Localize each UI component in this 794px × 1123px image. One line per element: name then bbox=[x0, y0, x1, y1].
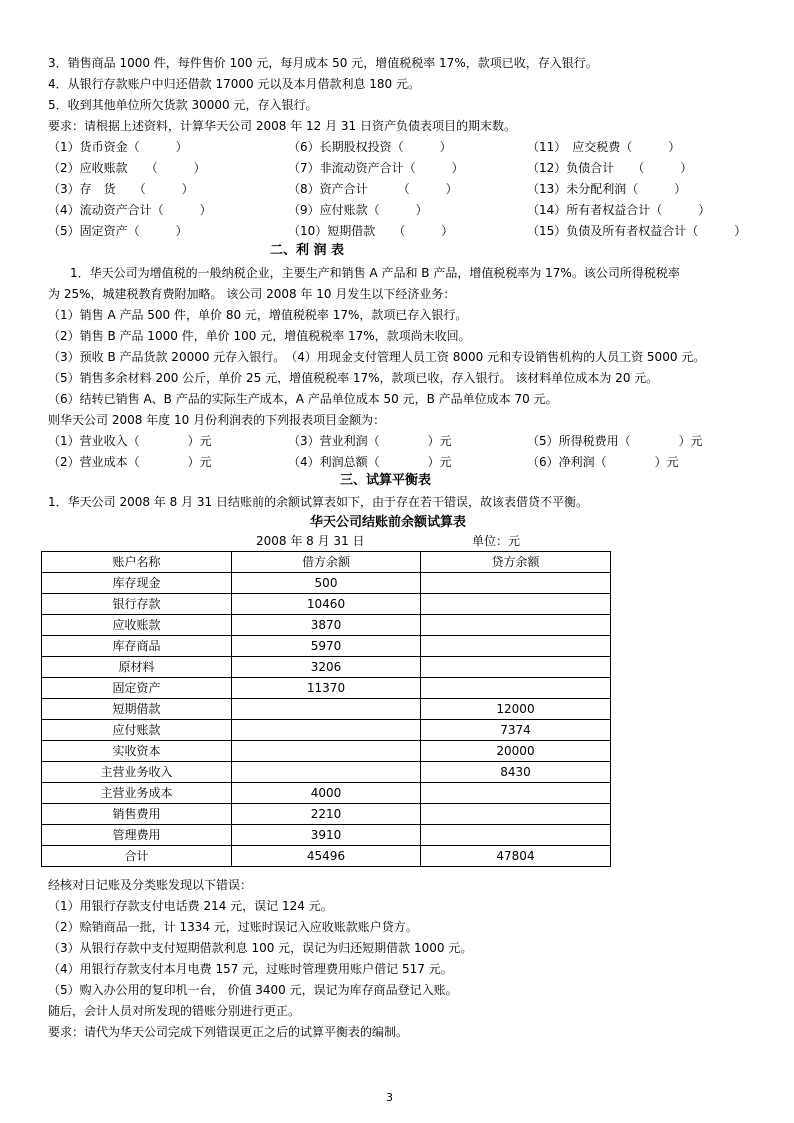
debit-cell bbox=[232, 699, 421, 720]
debit-cell: 3206 bbox=[232, 657, 421, 678]
bs-item-9: （9）应付账款（ ） bbox=[288, 203, 428, 217]
correction-note: 随后，会计人员对所发现的错账分别进行更正。 bbox=[48, 1004, 301, 1018]
credit-cell: 7374 bbox=[421, 720, 611, 741]
credit-cell: 20000 bbox=[421, 741, 611, 762]
debit-cell: 11370 bbox=[232, 678, 421, 699]
account-name-cell: 短期借款 bbox=[42, 699, 232, 720]
credit-cell bbox=[421, 825, 611, 846]
account-name-cell: 主营业务收入 bbox=[42, 762, 232, 783]
debit-cell: 5970 bbox=[232, 636, 421, 657]
credit-cell: 贷方余额 bbox=[421, 552, 611, 573]
table-row bbox=[42, 783, 611, 804]
account-name-cell: 固定资产 bbox=[42, 678, 232, 699]
bs-item-7: （7）非流动资产合计（ ） bbox=[288, 161, 464, 175]
bs-item-8: （8）资产合计 （ ） bbox=[288, 182, 458, 196]
income-intro-1: 1．华天公司为增值税的一般纳税企业，主要生产和销售 A 产品和 B 产品，增值税税率为 17%。该公司所得税税率 bbox=[70, 266, 680, 280]
account-name-cell: 原材料 bbox=[42, 657, 232, 678]
credit-cell bbox=[421, 678, 611, 699]
credit-cell bbox=[421, 636, 611, 657]
table-row bbox=[42, 594, 611, 615]
item-5: 5．收到其他单位所欠货款 30000 元，存入银行。 bbox=[48, 98, 318, 112]
credit-cell bbox=[421, 657, 611, 678]
bs-item-11: （11） 应交税费（ ） bbox=[527, 140, 681, 154]
income-item-3-4: （3）预收 B 产品货款 20000 元存入银行。 （4）用现金支付管理人员工资 8000 元和专设销售机构的人员工资 5000 元。 bbox=[48, 350, 706, 364]
debit-cell: 10460 bbox=[232, 594, 421, 615]
table-row bbox=[42, 657, 611, 678]
final-requirement: 要求：请代为华天公司完成下列错误更正之后的试算平衡表的编制。 bbox=[48, 1025, 409, 1039]
credit-cell: 8430 bbox=[421, 762, 611, 783]
credit-cell bbox=[421, 804, 611, 825]
income-question: 则华天公司 2008 年度 10 月份利润表的下列报表项目金额为： bbox=[48, 413, 386, 427]
section-title-income: 二、利 润 表 bbox=[270, 243, 345, 258]
credit-cell bbox=[421, 783, 611, 804]
debit-cell: 45496 bbox=[232, 846, 421, 867]
trial-balance-table bbox=[41, 551, 611, 867]
is-item-4: （4）利润总额（ ）元 bbox=[288, 455, 452, 469]
bs-item-15: （15）负债及所有者权益合计（ ） bbox=[527, 224, 747, 238]
credit-cell: 12000 bbox=[421, 699, 611, 720]
account-name-cell: 应收账款 bbox=[42, 615, 232, 636]
debit-cell: 3870 bbox=[232, 615, 421, 636]
table-title: 华天公司结账前余额试算表 bbox=[310, 515, 467, 530]
is-item-3: （3）营业利润（ ）元 bbox=[288, 434, 452, 448]
debit-cell: 4000 bbox=[232, 783, 421, 804]
account-name-cell: 应付账款 bbox=[42, 720, 232, 741]
account-name-cell: 账户名称 bbox=[42, 552, 232, 573]
account-name-cell: 实收资本 bbox=[42, 741, 232, 762]
table-row bbox=[42, 741, 611, 762]
bs-item-3: （3）存 货 （ ） bbox=[48, 182, 194, 196]
table-header-row bbox=[42, 552, 611, 573]
item-3: 3．销售商品 1000 件，每件售价 100 元，每月成本 50 元，增值税税率 17%，款项已收，存入银行。 bbox=[48, 56, 598, 70]
error-3: （3）从银行存款中支付短期借款利息 100 元，误记为归还短期借款 1000 元。 bbox=[48, 941, 473, 955]
page-number: 3 bbox=[386, 1091, 393, 1104]
income-item-1: （1）销售 A 产品 500 件，单价 80 元，增值税税率 17%，款项已存入银行。 bbox=[48, 308, 468, 322]
error-4: （4）用银行存款支付本月电费 157 元，过账时管理费用账户借记 517 元。 bbox=[48, 962, 453, 976]
debit-cell bbox=[232, 741, 421, 762]
table-date: 2008 年 8 月 31 日 bbox=[256, 534, 365, 548]
bs-item-12: （12）负债合计 （ ） bbox=[527, 161, 693, 175]
income-item-5: （5）销售多余材料 200 公斤，单价 25 元，增值税税率 17%，款项已收，存入银行。 该材料单位成本为 20 元。 bbox=[48, 371, 659, 385]
error-5: （5）购入办公用的复印机一台， 价值 3400 元，误记为库存商品登记入账。 bbox=[48, 983, 458, 997]
table-row bbox=[42, 804, 611, 825]
credit-cell bbox=[421, 594, 611, 615]
account-name-cell: 库存现金 bbox=[42, 573, 232, 594]
table-row bbox=[42, 615, 611, 636]
account-name-cell: 合计 bbox=[42, 846, 232, 867]
is-item-1: （1）营业收入（ ）元 bbox=[48, 434, 212, 448]
debit-cell bbox=[232, 720, 421, 741]
is-item-6: （6）净利润（ ）元 bbox=[527, 455, 679, 469]
trial-intro: 1．华天公司 2008 年 8 月 31 日结账前的余额试算表如下，由于存在若干错误，故该表借贷不平衡。 bbox=[48, 495, 588, 509]
bs-item-14: （14）所有者权益合计（ ） bbox=[527, 203, 711, 217]
income-item-6: （6）结转已销售 A、B 产品的实际生产成本，A 产品单位成本 50 元，B 产品单位成本 70 元。 bbox=[48, 392, 558, 406]
bs-item-13: （13）未分配利润（ ） bbox=[527, 182, 687, 196]
debit-cell: 借方余额 bbox=[232, 552, 421, 573]
table-row bbox=[42, 699, 611, 720]
debit-cell bbox=[232, 762, 421, 783]
debit-cell: 3910 bbox=[232, 825, 421, 846]
account-name-cell: 管理费用 bbox=[42, 825, 232, 846]
table-row bbox=[42, 636, 611, 657]
bs-item-2: （2）应收账款 （ ） bbox=[48, 161, 206, 175]
account-name-cell: 主营业务成本 bbox=[42, 783, 232, 804]
debit-cell: 2210 bbox=[232, 804, 421, 825]
account-name-cell: 销售费用 bbox=[42, 804, 232, 825]
bs-item-4: （4）流动资产合计（ ） bbox=[48, 203, 212, 217]
account-name-cell: 库存商品 bbox=[42, 636, 232, 657]
is-item-5: （5）所得税费用（ ）元 bbox=[527, 434, 703, 448]
credit-cell bbox=[421, 573, 611, 594]
bs-item-1: （1）货币资金（ ） bbox=[48, 140, 188, 154]
bs-item-5: （5）固定资产（ ） bbox=[48, 224, 188, 238]
bs-item-10: （10）短期借款 （ ） bbox=[288, 224, 454, 238]
income-item-2: （2）销售 B 产品 1000 件，单价 100 元，增值税税率 17%，款项尚未收回。 bbox=[48, 329, 471, 343]
table-row bbox=[42, 846, 611, 867]
item-4: 4．从银行存款账户中归还借款 17000 元以及本月借款利息 180 元。 bbox=[48, 77, 420, 91]
table-row bbox=[42, 678, 611, 699]
account-name-cell: 银行存款 bbox=[42, 594, 232, 615]
section-title-trial: 三、试算平衡表 bbox=[340, 473, 432, 488]
table-unit: 单位：元 bbox=[472, 534, 521, 548]
is-item-2: （2）营业成本（ ）元 bbox=[48, 455, 212, 469]
debit-cell: 500 bbox=[232, 573, 421, 594]
error-2: （2）赊销商品一批，计 1334 元，过账时误记入应收账款账户贷方。 bbox=[48, 920, 418, 934]
credit-cell: 47804 bbox=[421, 846, 611, 867]
income-intro-2: 为 25%，城建税教育费附加略。 该公司 2008 年 10 月发生以下经济业务： bbox=[48, 287, 456, 301]
table-row bbox=[42, 762, 611, 783]
requirement: 要求：请根据上述资料，计算华天公司 2008 年 12 月 31 日资产负债表项目的期末数。 bbox=[48, 119, 516, 133]
table-row bbox=[42, 825, 611, 846]
error-1: （1）用银行存款支付电话费 214 元，误记 124 元。 bbox=[48, 899, 333, 913]
bs-item-6: （6）长期股权投资（ ） bbox=[288, 140, 452, 154]
table-row bbox=[42, 720, 611, 741]
table-row bbox=[42, 573, 611, 594]
credit-cell bbox=[421, 615, 611, 636]
errors-intro: 经核对日记账及分类账发现以下错误： bbox=[48, 878, 253, 892]
